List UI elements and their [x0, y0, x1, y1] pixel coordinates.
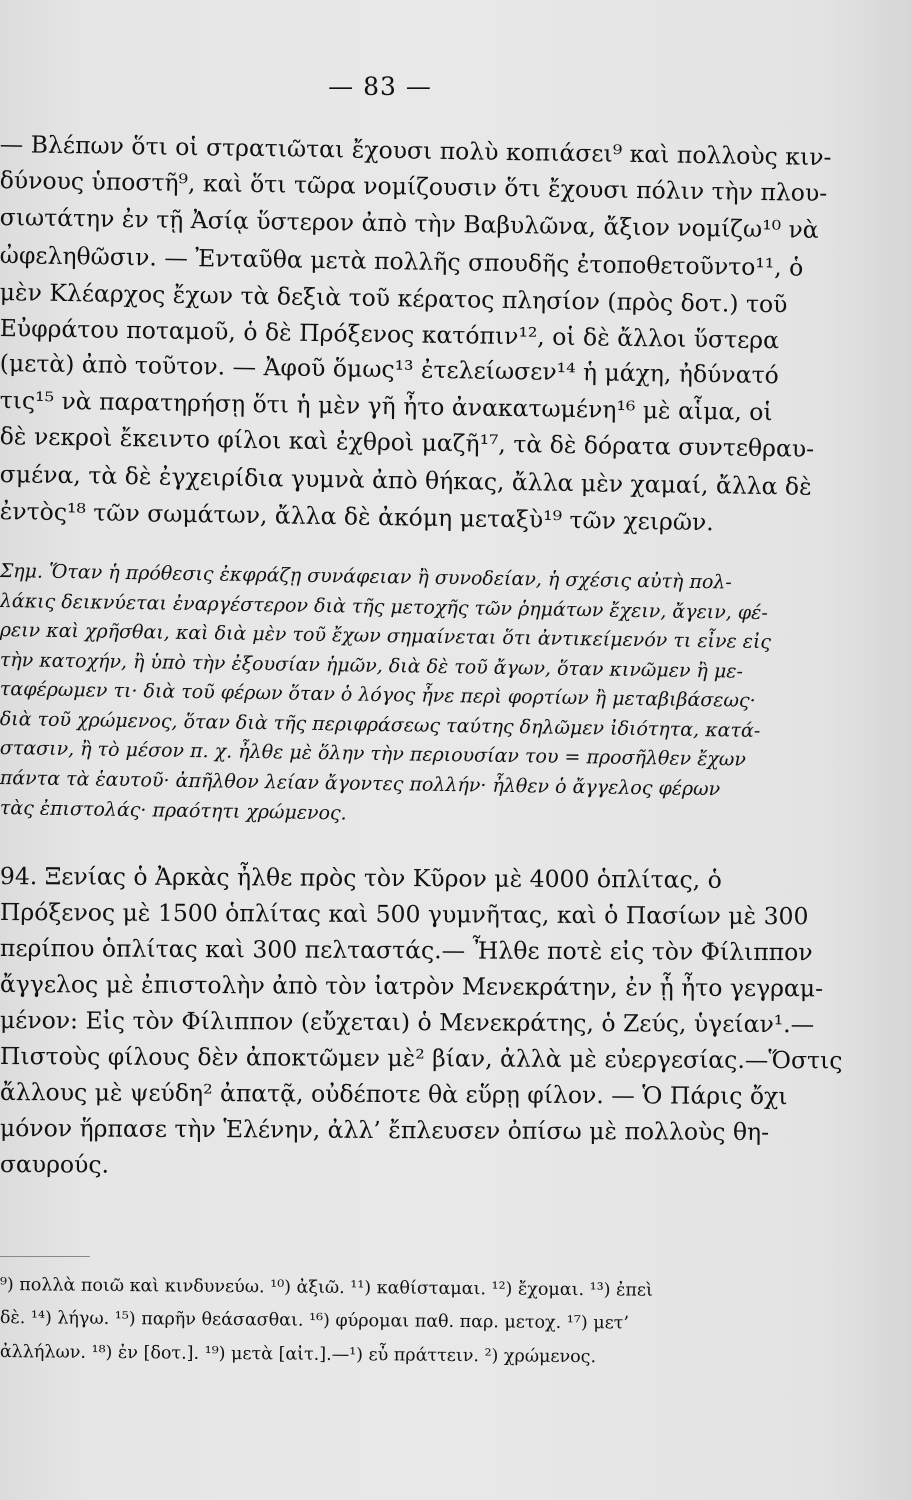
text-line: δὲ νεκροὶ ἔκειντο φίλοι καὶ ἐχθροὶ μαζῆ¹⁷, τὰ δὲ δόρατα συντεθραυ- — [0, 422, 815, 463]
footnote-line: ἀλλήλων. ¹⁸) ἐν [δοτ.]. ¹⁹) μετὰ [αἰτ.].—¹) εὖ πράττειν. ²) χρώμενος. — [0, 1342, 597, 1368]
text-line: — Βλέπων ὅτι οἱ στρατιῶται ἔχουσι πολὺ κοπιάσει⁹ καὶ πολλοὺς κιν- — [0, 130, 832, 172]
text-line: Πρόξενος μὲ 1500 ὁπλίτας καὶ 500 γυμνῆτας, καὶ ὁ Πασίων μὲ 300 — [0, 898, 809, 931]
footnote-line: δὲ. ¹⁴) λήγω. ¹⁵) παρῆν θεάσασθαι. ¹⁶) φύρομαι παθ. παρ. μετοχ. ¹⁷) μετ’ — [0, 1308, 630, 1334]
note-line: πάντα τὰ ἑαυτοῦ· ἀπῆλθον λείαν ἄγοντες πολλήν· ἦλθεν ὁ ἄγγελος φέρων — [0, 767, 721, 801]
page-number: — 83 — — [328, 72, 432, 101]
note-line: τὴν κατοχήν, ἢ ὑπὸ τὴν ἐξουσίαν ἡμῶν, διὰ δὲ τοῦ ἄγων, ὅταν κινῶμεν ἢ με- — [0, 649, 744, 683]
footnote-line: ⁹) πολλὰ ποιῶ καὶ κινδυνεύω. ¹⁰) ἀξιῶ. ¹¹) καθίσταμαι. ¹²) ἔχομαι. ¹³) ἐπεὶ — [0, 1275, 653, 1301]
text-line: σμένα, τὰ δὲ ἐγχειρίδια γυμνὰ ἀπὸ θήκας, ἄλλα μὲν χαμαί, ἄλλα δὲ — [0, 460, 812, 501]
text-line: μόνον ἥρπασε τὴν Ἑλένην, ἀλλ’ ἔπλευσεν ὀπίσω μὲ πολλοὺς θη- — [0, 1114, 770, 1147]
note-line: Σημ. Ὅταν ἡ πρόθεσις ἐκφράζῃ συνάφειαν ἢ συνοδείαν, ἡ σχέσις αὐτὴ πολ- — [0, 560, 732, 594]
text-line: 94. Ξενίας ὁ Ἀρκὰς ἦλθε πρὸς τὸν Κῦρον μὲ 4000 ὁπλίτας, ὁ — [0, 862, 722, 894]
text-line: ἄλλους μὲ ψεύδη² ἀπατᾷ, οὐδέποτε θὰ εὕρῃ φίλον. — Ὁ Πάρις ὄχι — [0, 1078, 788, 1111]
note-line: στασιν, ἢ τὸ μέσον π. χ. ἦλθε μὲ ὅλην τὴν περιουσίαν του = προσῆλθεν ἔχων — [0, 737, 747, 771]
note-line: ταφέρωμεν τι· διὰ τοῦ φέρων ὅταν ὁ λόγος ἦνε περὶ φορτίων ἢ μεταβιβάσεως· — [0, 678, 756, 712]
text-line: ὠφεληθῶσιν. — Ἐνταῦθα μετὰ πολλῆς σπουδῆς ἐτοποθετοῦντο¹¹, ὁ — [0, 241, 804, 282]
text-line: ἄγγελος μὲ ἐπιστολὴν ἀπὸ τὸν ἰατρὸν Μενεκράτην, ἐν ᾗ ἦτο γεγραμ- — [0, 970, 824, 1003]
text-line: μὲν Κλέαρχος ἔχων τὰ δεξιὰ τοῦ κέρατος πλησίον (πρὸς δοτ.) τοῦ — [0, 278, 788, 319]
text-line: Εὐφράτου ποταμοῦ, ὁ δὲ Πρόξενος κατόπιν¹², οἱ δὲ ἄλλοι ὕστερα — [0, 314, 780, 355]
text-line: (μετὰ) ἀπὸ τοῦτον. — Ἀφοῦ ὅμως¹³ ἐτελείωσεν¹⁴ ἡ μάχη, ἠδύνατό — [0, 349, 779, 390]
text-line: περίπου ὁπλίτας καὶ 300 πελταστάς.— Ἦλθε ποτὲ εἰς τὸν Φίλιππον — [0, 934, 813, 967]
text-line: σιωτάτην ἐν τῇ Ἀσίᾳ ὕστερον ἀπὸ τὴν Βαβυλῶνα, ἄξιον νομίζω¹⁰ νὰ — [0, 203, 819, 244]
note-line: λάκις δεικνύεται ἐναργέστερον διὰ τῆς μετοχῆς τῶν ῥημάτων ἔχειν, ἄγειν, φέ- — [0, 590, 768, 625]
text-line: μένον: Εἰς τὸν Φίλιππον (εὔχεται) ὁ Μενεκράτης, ὁ Ζεύς, ὑγείαν¹.— — [0, 1006, 815, 1039]
note-line: τὰς ἐπιστολάς· πραότητι χρώμενος. — [0, 797, 347, 825]
footnote-divider — [0, 1256, 90, 1257]
note-line: διὰ τοῦ χρώμενος, ὅταν διὰ τῆς περιφράσεως ταύτης δηλῶμεν ἰδιότητα, κατά- — [0, 708, 761, 742]
text-line: τις¹⁵ νὰ παρατηρήσῃ ὅτι ἡ μὲν γῆ ἦτο ἀνακατωμένη¹⁶ μὲ αἷμα, οἱ — [0, 386, 773, 427]
text-line: δύνους ὑποστῆ⁹, καὶ ὅτι τῶρα νομίζουσιν ὅτι ἔχουσι πόλιν τὴν πλου- — [0, 166, 828, 207]
text-line: ἐντὸς¹⁸ τῶν σωμάτων, ἄλλα δὲ ἀκόμη μεταξὺ¹⁹ τῶν χειρῶν. — [0, 497, 714, 537]
note-line: ρειν καὶ χρῆσθαι, καὶ διὰ μὲν τοῦ ἔχων σημαίνεται ὅτι ἀντικείμενόν τι εἶνε εἰς — [0, 619, 772, 654]
text-line: σαυρούς. — [0, 1150, 110, 1179]
text-line: Πιστοὺς φίλους δὲν ἀποκτῶμεν μὲ² βίαν, ἀλλὰ μὲ εὐεργεσίας.—Ὅστις — [0, 1042, 843, 1075]
